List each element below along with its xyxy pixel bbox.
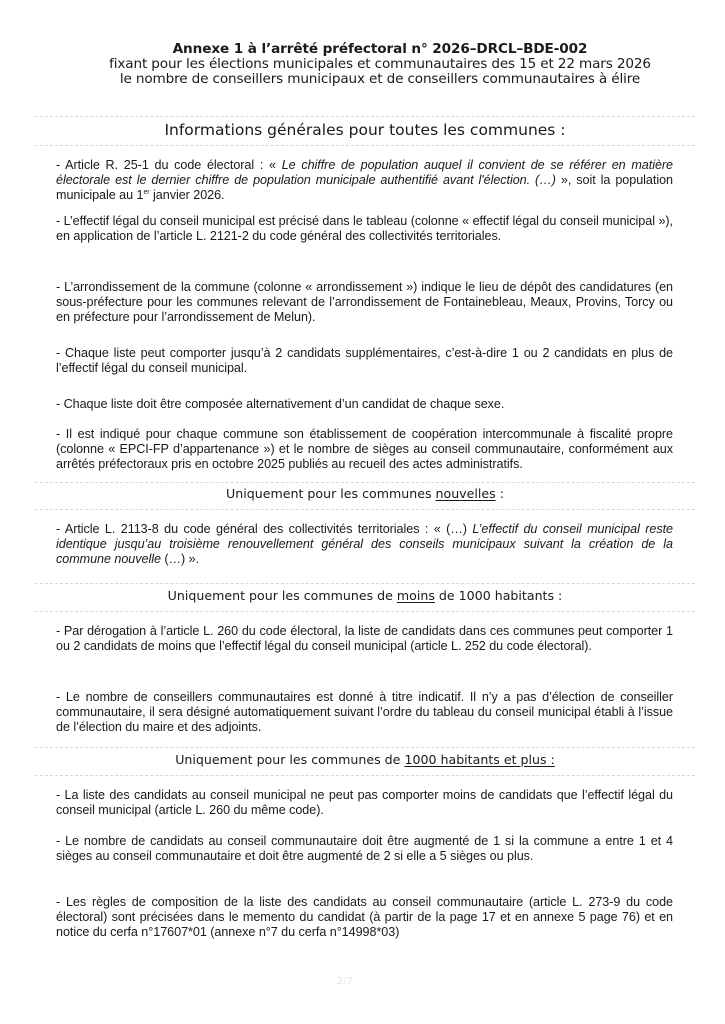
- page-number: 2/7: [336, 976, 354, 987]
- text: :: [495, 486, 504, 501]
- separator-line: [35, 583, 695, 584]
- section-title-general: Informations générales pour toutes les communes :: [164, 121, 566, 139]
- text: Uniquement pour les communes de: [175, 752, 405, 767]
- paragraph-derogation: - Par dérogation à l’article L. 260 du code électoral, la liste de candidats dans ces communes peut comporter 1 ou 2 candidats de moins que l’effectif légal du conseil municipal (article L. 252 du code électoral).: [56, 624, 673, 654]
- underlined-text: 1000 habitants et plus :: [404, 752, 555, 767]
- separator-line: [35, 509, 695, 510]
- paragraph-epci: - Il est indiqué pour chaque commune son établissement de coopération intercommunale à fiscalité propre (colonne « EPCI-FP d’appartenance ») et le nombre de sièges au conseil communautaire, conformément aux arrêtés préfectoraux pris en octobre 2025 publiés au recueil des actes administratifs.: [56, 427, 673, 472]
- separator-line: [35, 611, 695, 612]
- text: (…) ».: [160, 552, 200, 567]
- annex-subtitle-line2: le nombre de conseillers municipaux et de conseillers communautaires à élire: [119, 71, 641, 87]
- section-title-nouvelles: [35, 486, 695, 501]
- text: », soit la population municipale au 1: [56, 173, 673, 203]
- paragraph-candidats-supplementaires: - Chaque liste peut comporter jusqu’à 2 candidats supplémentaires, c’est-à-dire 1 ou 2 candidats en plus de l’effectif légal du conseil municipal.: [56, 346, 673, 376]
- text: janvier 2026.: [149, 188, 225, 203]
- quote-italic: L’effectif du conseil municipal reste identique jusqu’au troisième renouvellement général des conseils municipaux suivant la création de la commune nouvelle: [56, 522, 673, 567]
- annex-subtitle-line1: fixant pour les élections municipales et communautaires des 15 et 22 mars 2026: [109, 56, 651, 72]
- section-title-moins-1000: [35, 588, 695, 603]
- text: de 1000 habitants :: [434, 588, 563, 603]
- text: Uniquement pour les communes de: [167, 588, 397, 603]
- quote-italic: Le chiffre de population auquel il convient de se référer en matière électorale est le dernier chiffre de population municipale authentifié avant l'élection. (…): [56, 158, 674, 188]
- superscript: er: [143, 189, 150, 197]
- section-title-plus-1000: [35, 752, 695, 767]
- text: - Article L. 2113-8 du code général des collectivités territoriales : « (…): [56, 522, 473, 536]
- separator-line: [35, 116, 695, 117]
- paragraph-arrondissement: - L’arrondissement de la commune (colonne « arrondissement ») indique le lieu de dépôt des candidatures (en sous-préfecture pour les communes relevant de l’arrondissement de Fontainebleau, Meaux, Provins, Torcy ou en préfecture pour l’arrondissement de Melun).: [56, 280, 673, 325]
- document-header: [40, 41, 720, 87]
- underlined-text: nouvelles: [435, 486, 496, 501]
- separator-line: [35, 775, 695, 776]
- paragraph-effectif-legal: - L’effectif légal du conseil municipal est précisé dans le tableau (colonne « effectif légal du conseil municipal »), en application de l’article L. 2121-2 du code général des collectivités territoriales.: [56, 214, 673, 244]
- paragraph-candidats-communautaires: - Le nombre de candidats au conseil communautaire doit être augmenté de 1 si la commune a entre 1 et 4 sièges au conseil communautaire et doit être augmenté de 2 si elle a 5 sièges ou plus.: [56, 834, 673, 864]
- text: Uniquement pour les communes: [226, 486, 436, 501]
- separator-line: [35, 747, 695, 748]
- text: - Article R. 25-1 du code électoral : «: [56, 158, 282, 172]
- paragraph-parite: - Chaque liste doit être composée alternativement d’un candidat de chaque sexe.: [56, 397, 505, 411]
- paragraph-population: [56, 158, 673, 204]
- annex-title: Annexe 1 à l’arrêté préfectoral n° 2026–DRCL–BDE-002: [172, 41, 588, 57]
- separator-line: [35, 145, 695, 146]
- separator-line: [35, 482, 695, 483]
- paragraph-regles-composition: - Les règles de composition de la liste des candidats au conseil communautaire (article L. 273-9 du code électoral) sont précisées dans le memento du candidat (à partir de la page 17 et en annexe 5 page 76) et en notice du cerfa n°17607*01 (annexe n°7 du cerfa n°14998*03): [56, 895, 673, 940]
- paragraph-liste-municipale: - La liste des candidats au conseil municipal ne peut pas comporter moins de candidats que l’effectif légal du conseil municipal (article L. 260 du même code).: [56, 788, 673, 818]
- underlined-text: moins: [396, 588, 435, 603]
- paragraph-commune-nouvelle: [56, 522, 673, 568]
- paragraph-conseillers-communautaires: - Le nombre de conseillers communautaires est donné à titre indicatif. Il n’y a pas d’élection de conseiller communautaire, il sera désigné automatiquement suivant l’ordre du tableau du conseil municipal établi à l’issue de l’élection du maire et des adjoints.: [56, 690, 673, 735]
